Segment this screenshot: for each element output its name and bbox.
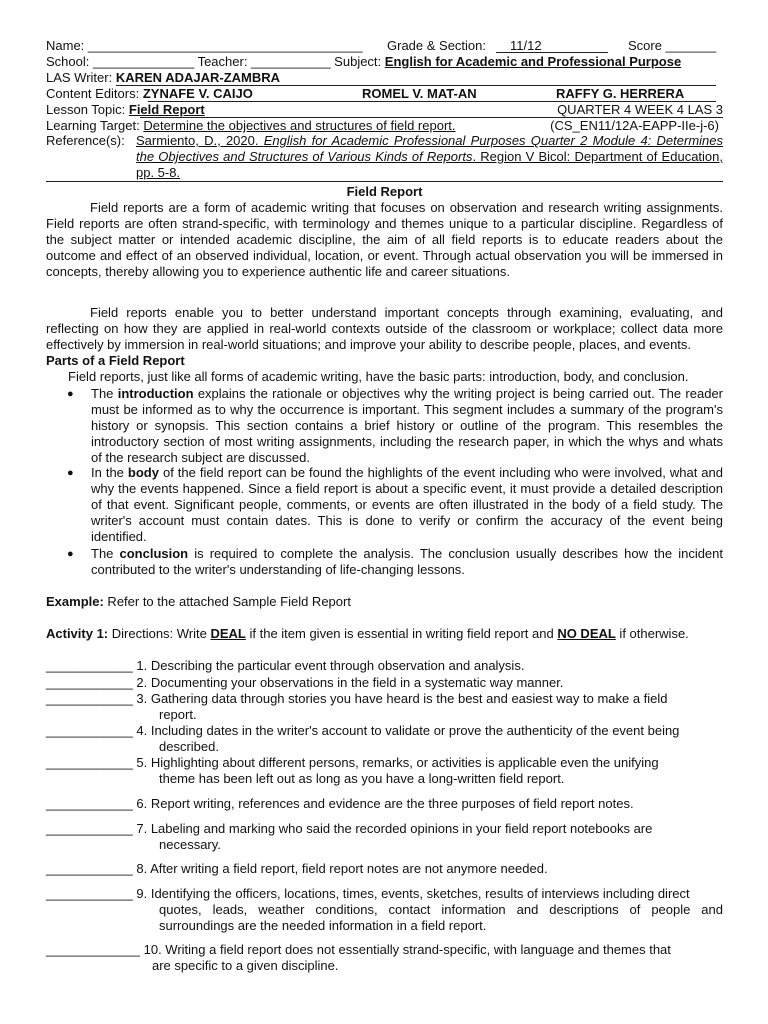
answer-blank[interactable]: _____________ [46,942,140,957]
activity-item-3 [46,691,723,723]
activity-text: Directions: Write [108,626,211,641]
no-deal-keyword: NO DEAL [557,626,616,641]
deal-keyword: DEAL [210,626,246,641]
reference-text [136,133,723,181]
bullet-dot-icon: ● [67,467,74,479]
bullet-text: The [91,386,118,401]
activity-item-1 [46,658,723,674]
reference-title: English for Academic Professional Purposes Quarter 2 Module 4: Determines the Objectives and Structures of Various Kinds of Reports [136,133,723,164]
bullet-keyword: conclusion [119,546,189,561]
las-writer-value: KAREN ADAJAR-ZAMBRA [115,70,281,85]
answer-blank[interactable]: ____________ [46,675,133,690]
reference-author: Sarmiento, D., 2020. [136,133,264,148]
activity-item-2 [46,675,723,691]
las-writer-label: LAS Writer: [46,70,116,85]
reference-label: Reference(s): [46,133,125,148]
item-text: 6. Report writing, references and evidence are the three purposes of field report notes. [132,796,634,811]
score-field[interactable]: Score _______ [628,38,717,53]
target-label: Learning Target: [46,118,144,133]
grade-section-field[interactable] [496,38,608,53]
answer-blank[interactable]: ____________ [46,861,133,876]
item-continuation: described. [159,739,219,754]
item-text: 7. Labeling and marking who said the recorded opinions in your field report notebooks are [132,821,653,836]
subject-value: English for Academic and Professional Purpose [384,54,682,69]
bullet-keyword: introduction [117,386,194,401]
bullet-text: of the field report can be found the highlights of the event including who were involved, what and why the events happened. Since a field report is about a specific event, it must provide a detailed description of that event. Significant people, comments, or events are often illustrated in the body of a field study. The writer's account must contain dates. This is done to verify or confirm the accuracy of the event being identified. [91,465,724,544]
bullet-text: The [91,546,120,561]
activity-item-6 [46,796,723,812]
activity-item-8 [46,861,723,877]
reference-rest: . Region V Bicol: Department of Education, pp. 5-8. [136,149,723,180]
answer-blank[interactable]: ____________ [46,796,133,811]
item-text: 8. After writing a field report, field report notes are not anymore needed. [132,861,548,876]
header-line-6 [46,118,723,134]
editor-3: RAFFY G. HERRERA [556,86,685,101]
bullet-introduction [67,386,723,466]
activity-directions [46,626,723,642]
item-continuation: report. [159,707,197,722]
paragraph-1: Field reports are a form of academic writing that focuses on observation and research writing assignments. Field reports are often strand-specific, with terminology and themes unique to a particular discipline. Regardless of the subject matter or intended academic discipline, the aim of all field reports is to educate readers about the outcome and effect of an observed individual, location, or event. Through actual observation you will be immersed in concepts, thereby allowing you to experience authentic life and career situations. [46,200,723,279]
parts-heading: Parts of a Field Report [46,353,185,368]
grade-section-label: Grade & Section: [387,38,486,53]
answer-blank[interactable]: ____________ [46,658,133,673]
activity-item-4 [46,723,723,755]
activity-text: if the item given is essential in writing field report and [245,626,558,641]
item-text: 1. Describing the particular event through observation and analysis. [132,658,525,673]
example-label: Example: [46,594,104,609]
answer-blank[interactable]: ____________ [46,691,133,706]
header-line-3 [46,70,723,86]
activity-item-9 [46,886,723,934]
name-field[interactable]: Name: ______________________________________ [46,38,363,53]
item-text: 9. Identifying the officers, locations, times, events, sketches, results of interviews including direct [132,886,690,901]
example-line [46,594,723,610]
item-continuation: necessary. [159,837,221,852]
answer-blank[interactable]: ____________ [46,886,133,901]
bullet-dot-icon: ● [67,388,74,400]
header-divider [46,181,723,182]
item-text: 3. Gathering data through stories you have heard is the best and easiest way to make a field [132,691,668,706]
bullet-dot-icon: ● [67,548,74,560]
answer-blank[interactable]: ____________ [46,755,133,770]
activity-label: Activity 1: [46,626,109,641]
section-title: Field Report [346,184,423,199]
school-teacher-label: School: ______________ Teacher: ___________ Subject: [46,54,385,69]
answer-blank[interactable]: ____________ [46,723,133,738]
bullet-text: explains the rationale or objectives why the writing project is being carried out. The reader must be informed as to why the occurrence is important. This segment includes a summary of the program's history or synopsis. This section contains a brief history or outline of the program. This resembles the introductory section of most writing assignments, including the research paper, in which the whys and whats of the research subject are discussed. [91,386,723,465]
answer-blank[interactable]: ____________ [46,821,133,836]
example-text: Refer to the attached Sample Field Report [103,594,351,609]
header-line-2 [46,54,723,70]
header-line-1 [46,38,723,54]
paragraph-2: Field reports enable you to better understand important concepts through examining, evaluating, and reflecting on how they are applied in real-world contexts outside of the classroom or workplace; collect data more effectively by immersion in real-world situations; and improve your ability to describe people, places, and events. [46,305,723,352]
item-continuation: quotes, leads, weather conditions, contact information and descriptions of people and surroundings are the needed information in a field report. [159,902,723,933]
editors-label: Content Editors: [46,86,143,101]
topic-label: Lesson Topic: [46,102,129,117]
activity-item-5 [46,755,723,787]
bullet-conclusion [67,546,724,578]
parts-intro: Field reports, just like all forms of academic writing, have the basic parts: introduction, body, and conclusion. [68,369,689,384]
bullet-text: is required to complete the analysis. The conclusion usually describes how the incident contributed to the writer's understanding of life-changing lessons. [91,546,724,577]
grade-section-value: 11/12 [510,38,542,53]
editor-2: ROMEL V. MAT-AN [362,86,477,101]
item-text: 2. Documenting your observations in the field in a systematic way manner. [132,675,564,690]
activity-item-10 [46,942,723,974]
bullet-keyword: body [127,465,159,480]
activity-item-7 [46,821,723,853]
header-line-5 [46,102,723,118]
editor-1: ZYNAFE V. CAIJO [142,86,253,101]
item-text: 4. Including dates in the writer's account to validate or prove the authenticity of the event being [132,723,680,738]
bullet-body [67,465,724,545]
header-line-4 [46,86,723,102]
activity-text: if otherwise. [615,626,689,641]
item-text: 5. Highlighting about different persons, remarks, or activities is applicable even the unifying [132,755,659,770]
item-continuation: are specific to a given discipline. [152,958,339,973]
target-value: Determine the objectives and structures of field report. [143,118,456,133]
quarter-label: QUARTER 4 WEEK 4 LAS 3 [557,102,723,117]
bullet-text: In the [91,465,128,480]
topic-value: Field Report [128,102,205,117]
competency-code: (CS_EN11/12A-EAPP-IIe-j-6) [550,118,719,133]
item-text: 10. Writing a field report does not essentially strand-specific, with language and themes that [140,942,671,957]
item-continuation: theme has been left out as long as you have a long-written field report. [159,771,565,786]
